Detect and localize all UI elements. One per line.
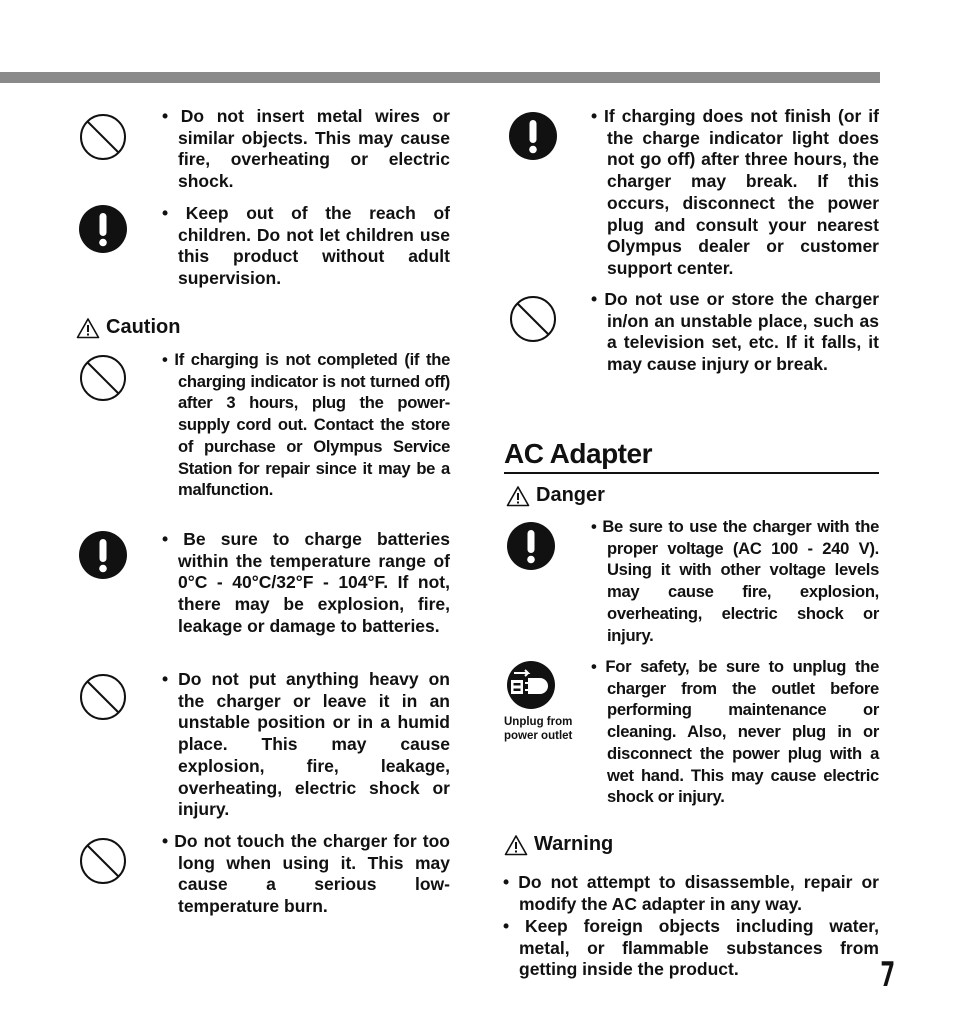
list-item: • Keep out of the reach of children. Do not let children use this product without adult supervision. <box>162 203 450 289</box>
caution-title: Caution <box>106 316 181 338</box>
warning-heading <box>504 833 613 856</box>
prohibition-icon <box>78 112 128 162</box>
exclamation-icon <box>508 111 558 161</box>
list-item: • Be sure to use the charger with the proper voltage (AC 100 - 240 V). Using it with other voltage levels may cause fire, explosion, overheating, electric shock or injury. <box>591 517 879 645</box>
danger-heading <box>506 484 605 507</box>
prohibition-icon <box>508 294 558 344</box>
list-item: • For safety, be sure to unplug the charger from the outlet before performing maintenance or cleaning. Also, never plug in or disconnect the power plug with a wet hand. This may cause electric shock or injury. <box>591 657 879 807</box>
list-item: • Do not insert metal wires or similar objects. This may cause fire, overheating or electric shock. <box>162 106 450 192</box>
warning-triangle-icon <box>504 834 528 856</box>
unplug-icon <box>506 660 556 710</box>
exclamation-icon <box>78 204 128 254</box>
section-heading: AC Adapter <box>504 438 879 474</box>
list-item: • Do not touch the charger for too long when using it. This may cause a serious low-temperature burn. <box>162 831 450 917</box>
warning-triangle-icon <box>76 317 100 339</box>
list-item: • If charging does not finish (or if the charge indicator light does not go off) after three hours, the charger may break. If this occurs, disconnect the power plug and consult your nearest Olympus dealer or customer support center. <box>591 106 879 278</box>
prohibition-icon <box>78 836 128 886</box>
unplug-caption: Unplug from power outlet <box>504 716 573 742</box>
top-rule <box>0 72 880 83</box>
caution-heading <box>76 316 180 339</box>
list-item: • Keep foreign objects including water, metal, or flammable substances from getting inside the product. <box>503 916 879 980</box>
list-item: • Do not put anything heavy on the charger or leave it in an unstable position or in a humid place. This may cause explosion, fire, leakage, overheating, electric shock or injury. <box>162 669 450 820</box>
warning-title: Warning <box>534 833 614 855</box>
warning-triangle-icon <box>506 485 530 507</box>
list-item: • If charging is not completed (if the charging indicator is not turned off) after 3 hours, plug the power-supply cord out. Contact the store of purchase or Olympus Service Station for repair since it may be a malfunction. <box>162 350 450 500</box>
danger-title: Danger <box>536 484 605 506</box>
exclamation-icon <box>506 521 556 571</box>
prohibition-icon <box>78 672 128 722</box>
list-item: • Do not attempt to disassemble, repair or modify the AC adapter in any way. <box>503 872 879 914</box>
list-item: • Be sure to charge batteries within the temperature range of 0°C - 40°C/32°F - 104°F. If not, there may be explosion, fire, leakage or damage to batteries. <box>162 529 450 636</box>
prohibition-icon <box>78 353 128 403</box>
exclamation-icon <box>78 530 128 580</box>
list-item: • Do not use or store the charger in/on an unstable place, such as a television set, etc. If it falls, it may cause injury or break. <box>591 289 879 375</box>
page-number: 7 <box>880 955 896 995</box>
